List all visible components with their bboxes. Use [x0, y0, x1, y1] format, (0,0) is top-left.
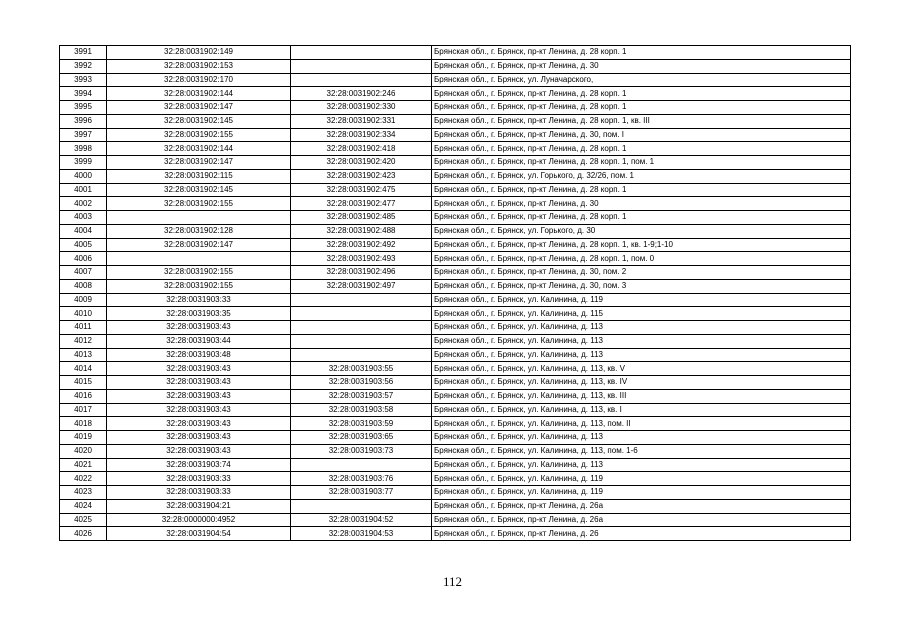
address-cell: Брянская обл., г. Брянск, ул. Горького, д. 30	[432, 224, 851, 238]
row-number-cell: 4012	[60, 334, 107, 348]
address-cell: Брянская обл., г. Брянск, ул. Калинина, д. 113, кв. V	[432, 362, 851, 376]
linked-cadastral-number-cell: 32:28:0031903:73	[291, 444, 432, 458]
table-row	[60, 321, 851, 335]
address-cell: Брянская обл., г. Брянск, пр-кт Ленина, д. 30, пом. I	[432, 128, 851, 142]
linked-cadastral-number-cell	[291, 46, 432, 60]
cadastral-number-cell: 32:28:0031902:144	[107, 87, 291, 101]
row-number-cell: 4010	[60, 307, 107, 321]
row-number-cell: 4002	[60, 197, 107, 211]
table-row	[60, 486, 851, 500]
address-cell: Брянская обл., г. Брянск, ул. Калинина, д. 119	[432, 486, 851, 500]
cadastral-number-cell: 32:28:0031903:33	[107, 472, 291, 486]
linked-cadastral-number-cell: 32:28:0031903:59	[291, 417, 432, 431]
table-row	[60, 156, 851, 170]
linked-cadastral-number-cell	[291, 307, 432, 321]
row-number-cell: 4007	[60, 266, 107, 280]
cadastral-number-cell: 32:28:0031903:33	[107, 293, 291, 307]
row-number-cell: 3991	[60, 46, 107, 60]
linked-cadastral-number-cell: 32:28:0031903:56	[291, 376, 432, 390]
row-number-cell: 4014	[60, 362, 107, 376]
linked-cadastral-number-cell	[291, 73, 432, 87]
address-cell: Брянская обл., г. Брянск, ул. Калинина, д. 115	[432, 307, 851, 321]
table-row	[60, 444, 851, 458]
address-cell: Брянская обл., г. Брянск, ул. Калинина, д. 113	[432, 334, 851, 348]
cadastral-number-cell: 32:28:0031902:145	[107, 183, 291, 197]
address-cell: Брянская обл., г. Брянск, пр-кт Ленина, д. 28 корп. 1	[432, 183, 851, 197]
cadastral-number-cell: 32:28:0031903:43	[107, 376, 291, 390]
table-row	[60, 101, 851, 115]
table-row	[60, 169, 851, 183]
linked-cadastral-number-cell: 32:28:0031902:475	[291, 183, 432, 197]
row-number-cell: 3993	[60, 73, 107, 87]
table-row	[60, 431, 851, 445]
table-row	[60, 211, 851, 225]
linked-cadastral-number-cell: 32:28:0031903:58	[291, 403, 432, 417]
row-number-cell: 4011	[60, 321, 107, 335]
cadastral-number-cell: 32:28:0031902:128	[107, 224, 291, 238]
linked-cadastral-number-cell	[291, 334, 432, 348]
address-cell: Брянская обл., г. Брянск, пр-кт Ленина, д. 28 корп. 1, пом. 1	[432, 156, 851, 170]
cadastral-number-cell: 32:28:0031903:43	[107, 389, 291, 403]
linked-cadastral-number-cell: 32:28:0031902:496	[291, 266, 432, 280]
linked-cadastral-number-cell: 32:28:0031902:488	[291, 224, 432, 238]
cadastral-number-cell: 32:28:0031903:43	[107, 417, 291, 431]
cadastral-number-cell: 32:28:0031902:155	[107, 128, 291, 142]
row-number-cell: 3995	[60, 101, 107, 115]
cadastral-number-cell: 32:28:0031902:149	[107, 46, 291, 60]
address-cell: Брянская обл., г. Брянск, пр-кт Ленина, д. 30	[432, 197, 851, 211]
row-number-cell: 4005	[60, 238, 107, 252]
row-number-cell: 4019	[60, 431, 107, 445]
table-row	[60, 252, 851, 266]
cadastral-number-cell: 32:28:0000000:4952	[107, 513, 291, 527]
address-cell: Брянская обл., г. Брянск, пр-кт Ленина, д. 28 корп. 1	[432, 101, 851, 115]
table-row	[60, 334, 851, 348]
address-cell: Брянская обл., г. Брянск, ул. Калинина, д. 119	[432, 472, 851, 486]
linked-cadastral-number-cell: 32:28:0031903:55	[291, 362, 432, 376]
cadastral-number-cell: 32:28:0031904:21	[107, 499, 291, 513]
row-number-cell: 3996	[60, 114, 107, 128]
linked-cadastral-number-cell: 32:28:0031902:418	[291, 142, 432, 156]
table-row	[60, 46, 851, 60]
address-cell: Брянская обл., г. Брянск, пр-кт Ленина, д. 28 корп. 1, кв. III	[432, 114, 851, 128]
row-number-cell: 4022	[60, 472, 107, 486]
cadastral-number-cell: 32:28:0031903:48	[107, 348, 291, 362]
linked-cadastral-number-cell	[291, 59, 432, 73]
linked-cadastral-number-cell	[291, 348, 432, 362]
cadastral-number-cell: 32:28:0031903:35	[107, 307, 291, 321]
row-number-cell: 4025	[60, 513, 107, 527]
row-number-cell: 4020	[60, 444, 107, 458]
table-row	[60, 114, 851, 128]
address-cell: Брянская обл., г. Брянск, ул. Калинина, д. 113, пом. II	[432, 417, 851, 431]
row-number-cell: 4018	[60, 417, 107, 431]
row-number-cell: 3992	[60, 59, 107, 73]
row-number-cell: 4016	[60, 389, 107, 403]
cadastral-number-cell: 32:28:0031902:144	[107, 142, 291, 156]
table-row	[60, 376, 851, 390]
row-number-cell: 4013	[60, 348, 107, 362]
linked-cadastral-number-cell	[291, 499, 432, 513]
address-cell: Брянская обл., г. Брянск, ул. Калинина, д. 113, кв. III	[432, 389, 851, 403]
cadastral-number-cell: 32:28:0031902:147	[107, 101, 291, 115]
linked-cadastral-number-cell: 32:28:0031902:493	[291, 252, 432, 266]
cadastral-number-cell	[107, 252, 291, 266]
cadastral-number-cell: 32:28:0031902:153	[107, 59, 291, 73]
cadastral-number-cell: 32:28:0031902:115	[107, 169, 291, 183]
table-row	[60, 128, 851, 142]
row-number-cell: 4017	[60, 403, 107, 417]
address-cell: Брянская обл., г. Брянск, ул. Калинина, д. 113, кв. I	[432, 403, 851, 417]
cadastral-number-cell	[107, 211, 291, 225]
page-number: 112	[442, 574, 463, 589]
cadastral-number-cell: 32:28:0031902:155	[107, 197, 291, 211]
linked-cadastral-number-cell: 32:28:0031902:485	[291, 211, 432, 225]
cadastral-number-cell: 32:28:0031904:54	[107, 527, 291, 541]
address-cell: Брянская обл., г. Брянск, пр-кт Ленина, д. 26а	[432, 499, 851, 513]
address-cell: Брянская обл., г. Брянск, пр-кт Ленина, д. 30, пом. 3	[432, 279, 851, 293]
address-cell: Брянская обл., г. Брянск, ул. Калинина, д. 113, кв. IV	[432, 376, 851, 390]
linked-cadastral-number-cell: 32:28:0031902:477	[291, 197, 432, 211]
linked-cadastral-number-cell	[291, 293, 432, 307]
linked-cadastral-number-cell: 32:28:0031903:76	[291, 472, 432, 486]
table-row	[60, 142, 851, 156]
address-cell: Брянская обл., г. Брянск, пр-кт Ленина, д. 28 корп. 1, пом. 0	[432, 252, 851, 266]
cadastral-number-cell: 32:28:0031903:44	[107, 334, 291, 348]
linked-cadastral-number-cell: 32:28:0031902:330	[291, 101, 432, 115]
linked-cadastral-number-cell: 32:28:0031903:57	[291, 389, 432, 403]
linked-cadastral-number-cell: 32:28:0031904:53	[291, 527, 432, 541]
address-cell: Брянская обл., г. Брянск, ул. Калинина, д. 113	[432, 458, 851, 472]
linked-cadastral-number-cell: 32:28:0031902:331	[291, 114, 432, 128]
row-number-cell: 4000	[60, 169, 107, 183]
table-row	[60, 307, 851, 321]
row-number-cell: 4015	[60, 376, 107, 390]
linked-cadastral-number-cell: 32:28:0031902:492	[291, 238, 432, 252]
row-number-cell: 3997	[60, 128, 107, 142]
cadastral-number-cell: 32:28:0031902:170	[107, 73, 291, 87]
cadastral-number-cell: 32:28:0031903:33	[107, 486, 291, 500]
table-row	[60, 417, 851, 431]
table-row	[60, 527, 851, 541]
cadastral-number-cell: 32:28:0031903:43	[107, 431, 291, 445]
linked-cadastral-number-cell: 32:28:0031902:246	[291, 87, 432, 101]
table-row	[60, 389, 851, 403]
linked-cadastral-number-cell: 32:28:0031903:77	[291, 486, 432, 500]
address-cell: Брянская обл., г. Брянск, ул. Калинина, д. 113, пом. 1-6	[432, 444, 851, 458]
linked-cadastral-number-cell: 32:28:0031902:497	[291, 279, 432, 293]
linked-cadastral-number-cell: 32:28:0031902:420	[291, 156, 432, 170]
address-cell: Брянская обл., г. Брянск, пр-кт Ленина, д. 30	[432, 59, 851, 73]
table-row	[60, 238, 851, 252]
table-row	[60, 197, 851, 211]
linked-cadastral-number-cell: 32:28:0031903:65	[291, 431, 432, 445]
row-number-cell: 4024	[60, 499, 107, 513]
linked-cadastral-number-cell: 32:28:0031902:334	[291, 128, 432, 142]
cadastral-number-cell: 32:28:0031902:155	[107, 266, 291, 280]
linked-cadastral-number-cell	[291, 321, 432, 335]
row-number-cell: 4006	[60, 252, 107, 266]
cadastral-number-cell: 32:28:0031902:147	[107, 156, 291, 170]
address-cell: Брянская обл., г. Брянск, ул. Калинина, д. 113	[432, 348, 851, 362]
table-row	[60, 499, 851, 513]
table-row	[60, 266, 851, 280]
cadastral-number-cell: 32:28:0031902:155	[107, 279, 291, 293]
table-row	[60, 279, 851, 293]
table-row	[60, 362, 851, 376]
table-body	[60, 46, 851, 541]
row-number-cell: 4001	[60, 183, 107, 197]
table-row	[60, 73, 851, 87]
row-number-cell: 4008	[60, 279, 107, 293]
address-cell: Брянская обл., г. Брянск, пр-кт Ленина, д. 30, пом. 2	[432, 266, 851, 280]
address-cell: Брянская обл., г. Брянск, пр-кт Ленина, д. 28 корп. 1	[432, 211, 851, 225]
cadastral-number-cell: 32:28:0031903:43	[107, 403, 291, 417]
cadastral-number-cell: 32:28:0031902:145	[107, 114, 291, 128]
address-cell: Брянская обл., г. Брянск, ул. Калинина, д. 119	[432, 293, 851, 307]
table-row	[60, 403, 851, 417]
cadastral-number-cell: 32:28:0031903:43	[107, 321, 291, 335]
address-cell: Брянская обл., г. Брянск, пр-кт Ленина, д. 26	[432, 527, 851, 541]
row-number-cell: 3994	[60, 87, 107, 101]
table-row	[60, 183, 851, 197]
row-number-cell: 4003	[60, 211, 107, 225]
cadastral-number-cell: 32:28:0031903:43	[107, 362, 291, 376]
address-cell: Брянская обл., г. Брянск, ул. Калинина, д. 113	[432, 321, 851, 335]
row-number-cell: 4023	[60, 486, 107, 500]
table-row	[60, 59, 851, 73]
address-cell: Брянская обл., г. Брянск, ул. Горького, д. 32/26, пом. 1	[432, 169, 851, 183]
table-row	[60, 513, 851, 527]
registry-table	[59, 45, 851, 541]
row-number-cell: 4004	[60, 224, 107, 238]
table-row	[60, 224, 851, 238]
table-row	[60, 87, 851, 101]
table-row	[60, 348, 851, 362]
linked-cadastral-number-cell	[291, 458, 432, 472]
address-cell: Брянская обл., г. Брянск, ул. Калинина, д. 113	[432, 431, 851, 445]
linked-cadastral-number-cell: 32:28:0031904:52	[291, 513, 432, 527]
table-row	[60, 458, 851, 472]
address-cell: Брянская обл., г. Брянск, пр-кт Ленина, д. 28 корп. 1, кв. 1-9;1-10	[432, 238, 851, 252]
row-number-cell: 4009	[60, 293, 107, 307]
table-row	[60, 472, 851, 486]
linked-cadastral-number-cell: 32:28:0031902:423	[291, 169, 432, 183]
row-number-cell: 4021	[60, 458, 107, 472]
row-number-cell: 3998	[60, 142, 107, 156]
cadastral-number-cell: 32:28:0031903:74	[107, 458, 291, 472]
cadastral-number-cell: 32:28:0031902:147	[107, 238, 291, 252]
table-row	[60, 293, 851, 307]
address-cell: Брянская обл., г. Брянск, пр-кт Ленина, д. 26а	[432, 513, 851, 527]
address-cell: Брянская обл., г. Брянск, пр-кт Ленина, д. 28 корп. 1	[432, 46, 851, 60]
cadastral-number-cell: 32:28:0031903:43	[107, 444, 291, 458]
row-number-cell: 3999	[60, 156, 107, 170]
address-cell: Брянская обл., г. Брянск, ул. Луначарского,	[432, 73, 851, 87]
row-number-cell: 4026	[60, 527, 107, 541]
address-cell: Брянская обл., г. Брянск, пр-кт Ленина, д. 28 корп. 1	[432, 87, 851, 101]
address-cell: Брянская обл., г. Брянск, пр-кт Ленина, д. 28 корп. 1	[432, 142, 851, 156]
